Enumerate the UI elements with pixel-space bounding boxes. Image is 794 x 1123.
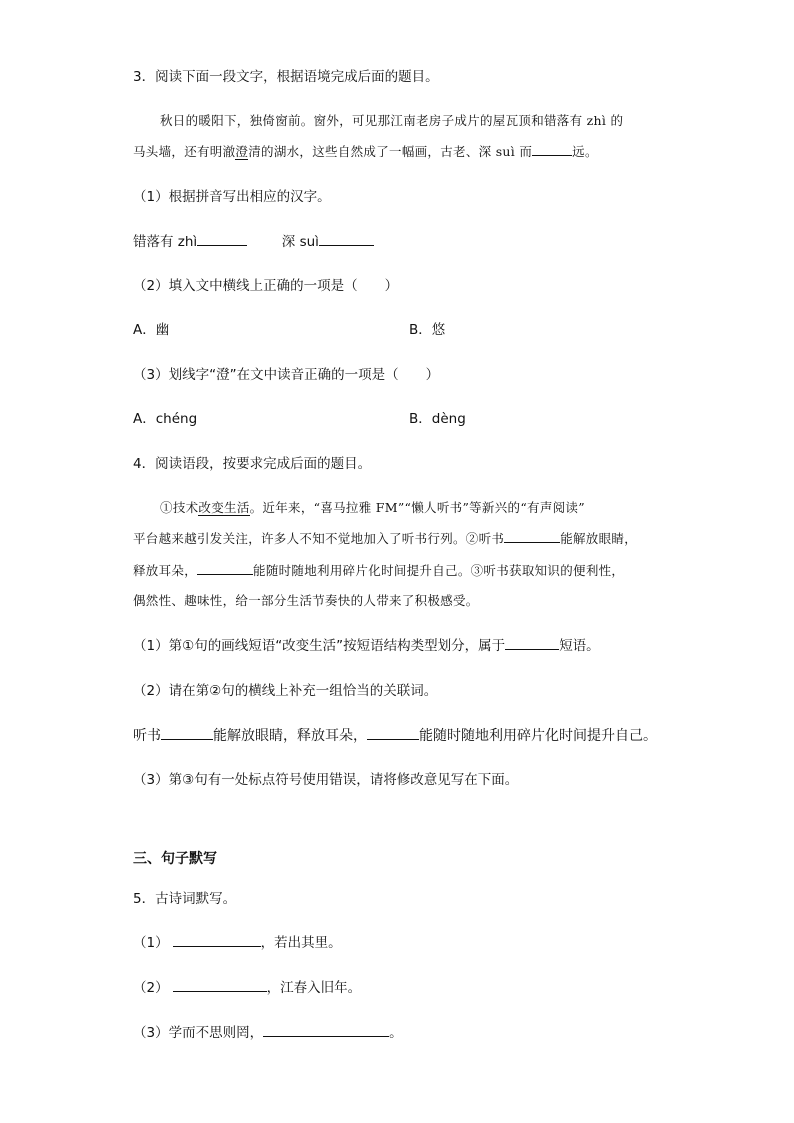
q4-underlined-part: 改变生活	[198, 500, 250, 515]
q4-passage-text-2b: 能解放眼睛，	[560, 531, 638, 546]
q3-sub3: （3）划线字“澄”在文中读音正确的一项是（ ）	[133, 367, 440, 383]
q4-sub1-end: 短语。	[559, 638, 600, 654]
section-heading: 三、句子默写	[133, 851, 217, 867]
q4-circle-1: ①	[160, 500, 173, 515]
q3-sub1: （1）根据拼音写出相应的汉字。	[133, 189, 331, 205]
q3-fill-blank[interactable]	[532, 143, 572, 156]
q4-sub3: （3）第③句有一处标点符号使用错误，请将修改意见写在下面。	[133, 772, 519, 788]
q3-pinyin-row	[133, 233, 374, 251]
q5-line1-text: ，若出其里。	[260, 935, 342, 951]
q4-passage-text: 。近年来，“喜马拉雅 FM”“懒人听书”等新兴的“有声阅读”	[249, 500, 585, 515]
q3-pinyin-b-label: 深 suì	[281, 234, 319, 250]
q5-line3-text: （3）学而不思则罔，	[133, 1025, 264, 1041]
q5-line1	[133, 934, 342, 952]
q5-line2-text: ，江春入旧年。	[266, 980, 362, 996]
q4-blank-2[interactable]	[197, 562, 253, 575]
q3-pinyin-b-blank[interactable]	[319, 233, 374, 246]
q5-line2-num: （2）	[133, 980, 169, 996]
q4-passage-line3	[133, 562, 624, 580]
q4-answer-text-b: 能解放眼睛，释放耳朵，	[213, 728, 367, 744]
q3-sub2-option-b[interactable]: B．悠	[409, 322, 446, 338]
q4-passage-text-2: 平台越来越引发关注，许多人不知不觉地加入了听书行列。②听书	[133, 531, 505, 546]
q3-passage-text-b: 清的湖水，这些自然成了一幅画，古老、深 suì 而	[248, 144, 533, 159]
q3-pinyin-a-blank[interactable]	[197, 233, 247, 246]
q3-passage-line2	[133, 143, 598, 161]
q5-line3	[133, 1024, 403, 1042]
q4-sub1	[133, 637, 600, 655]
q3-sub3-option-b[interactable]: B．dèng	[409, 411, 466, 427]
q3-title: 3．阅读下面一段文字，根据语境完成后面的题目。	[133, 69, 439, 85]
q4-answer-text-c: 能随时随地利用碎片化时间提升自己。	[419, 728, 657, 744]
q4-sub1-text: （1）第①句的画线短语“改变生活”按短语结构类型划分，属于	[133, 638, 506, 654]
q4-passage-line1	[160, 499, 585, 517]
q5-line3-blank[interactable]	[263, 1024, 389, 1037]
q4-blank-1[interactable]	[504, 530, 560, 543]
q4-answer-line	[133, 727, 657, 745]
q4-underlined-phrase: 技术改变生活	[172, 500, 250, 515]
q3-sub3-option-a[interactable]: A．chéng	[133, 411, 198, 427]
q4-sub2: （2）请在第②句的横线上补充一组恰当的关联词。	[133, 683, 438, 699]
q5-line3-end: 。	[389, 1025, 403, 1041]
q5-line2	[133, 979, 361, 997]
q4-answer-text-a: 听书	[133, 728, 161, 744]
q3-pinyin-a-label: 错落有 zhì	[133, 234, 198, 250]
q3-sub2: （2）填入文中横线上正确的一项是（ ）	[133, 278, 399, 294]
q4-passage-text-3a: 释放耳朵，	[133, 563, 198, 578]
q4-answer-blank-1[interactable]	[161, 727, 213, 740]
q5-title: 5．古诗词默写。	[133, 891, 237, 907]
q5-line1-blank[interactable]	[173, 934, 261, 947]
q4-passage-line4: 偶然性、趣味性，给一部分生活节奏快的人带来了积极感受。	[133, 593, 479, 608]
q4-title: 4．阅读语段，按要求完成后面的题目。	[133, 456, 372, 472]
q4-sub1-blank[interactable]	[505, 637, 559, 650]
q5-line2-blank[interactable]	[173, 979, 267, 992]
q4-passage-text-3b: 能随时随地利用碎片化时间提升自己。③听书获取知识的便利性，	[253, 563, 625, 578]
q3-passage-text-c: 远。	[572, 144, 598, 159]
q3-passage-line1: 秋日的暖阳下，独倚窗前。窗外，可见那江南老房子成片的屋瓦顶和错落有 zhì 的	[160, 113, 624, 128]
q3-sub2-option-a[interactable]: A．幽	[133, 322, 170, 338]
q4-answer-blank-2[interactable]	[367, 727, 419, 740]
q3-passage-text-a: 马头墙，还有明澈	[133, 144, 236, 159]
q3-underlined-char: 澄	[235, 144, 249, 159]
q5-line1-num: （1）	[133, 935, 169, 951]
q4-passage-line2	[133, 530, 637, 548]
